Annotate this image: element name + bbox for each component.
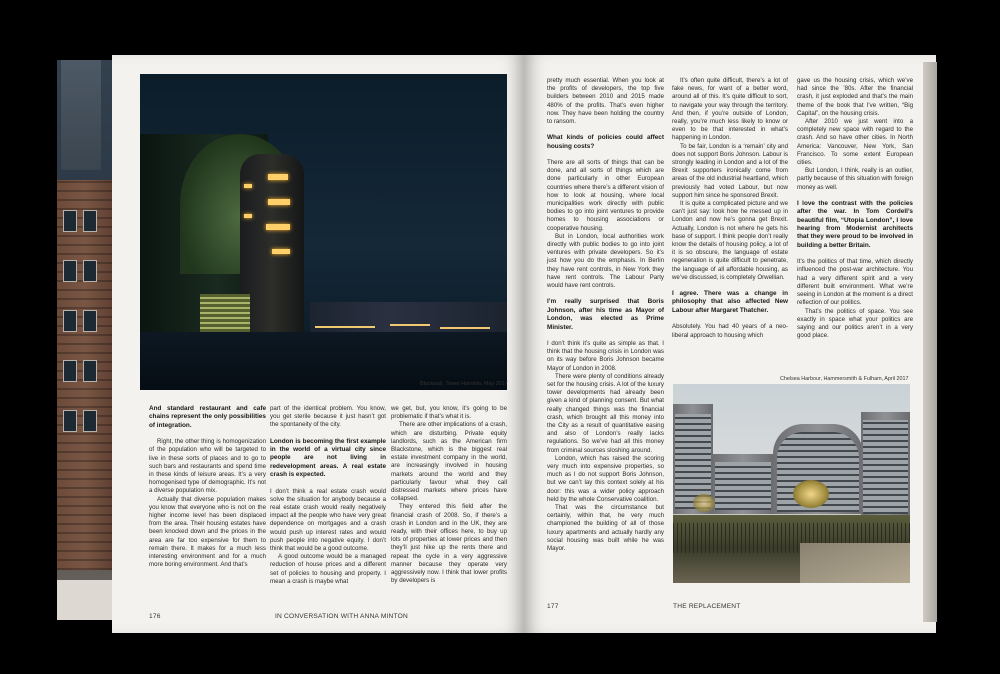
- body-paragraph: There are other implications of a crash, which are disturbing. Private equity landlords, such as the American firm Blackstone, which is the biggest real estate investment company in the world, are increasingly involved in housing markets around the world and they particularly favour what they call distressed markets where prices have collapsed.: [391, 421, 507, 503]
- right-column-1: [547, 77, 664, 553]
- building-balconies: [715, 462, 771, 510]
- window-shape: [83, 210, 97, 232]
- body-paragraph: That was the circumstance but certainly, within that, he very much championed the building of all of those luxury apartments and actually hardly any social housing was built while he was Mayor.: [547, 503, 664, 552]
- lit-tree: [793, 480, 829, 508]
- window-light: [272, 249, 290, 254]
- window-shape: [63, 210, 77, 232]
- window-light: [266, 224, 290, 230]
- page-number-right: 177: [547, 603, 559, 610]
- body-paragraph: It is quite a complicated picture and we can’t just say: look how he messed up in London and now he’s gonna get Brexit. Actually, London is not where he gets his base of support. I think people don’t really know the details of housing policy, a lot of it is so obscure, the language of estate regeneration is quite difficult to penetrate, the language of all affordable housing, as we’ve discussed, is completely Orwellian.: [672, 200, 788, 281]
- window-shape: [83, 260, 97, 282]
- body-paragraph: That’s the politics of space. You see exactly in space what your politics are saying and our politics aren’t in a very good place.: [797, 307, 913, 340]
- body-paragraph: I don’t think a real estate crash would solve the situation for anybody because a real estate crash would really negatively impact all the people who have very great dependence on mortgages and a crash would push up interest rates and would push people into negative equity. I don’t think that would be a good outcome.: [270, 487, 386, 553]
- left-column-3: [391, 405, 507, 585]
- running-title-right: THE REPLACEMENT: [673, 603, 741, 610]
- photo-caption-left: Blackwall, Tower Hamlets, May 2017: [420, 381, 508, 387]
- window-shape: [63, 360, 77, 382]
- body-paragraph: There are all sorts of things that can be done, and all sorts of things which are done particularly in other European countries where there’s a different vision of how to look at housing, where local municipalities work directly with public bodies to go into joint ventures to provide homes to housing associations or cooperative housing.: [547, 159, 664, 232]
- body-paragraph: To be fair, London is a ‘remain’ city and does not support Boris Johnson. Labour is strongly leading in London and a lot of the Brexit supporters ironically come from areas of the old industrial heartland, which previously had voted Labour, but now support him since he sponsored Brexit.: [672, 142, 788, 199]
- body-paragraph: gave us the housing crisis, which we’ve had since the ’80s. After the financial crash, it just exploded and that’s the main theme of the book that I’ve written, “Big Capital”, on the housing crisis.: [797, 77, 913, 117]
- body-paragraph: Absolutely. You had 40 years of a neo-liberal approach to housing which: [672, 323, 788, 339]
- window-shape: [83, 360, 97, 382]
- window-shape: [83, 310, 97, 332]
- window-shape: [63, 310, 77, 332]
- window-light: [268, 174, 288, 180]
- photo-blackwall-night: [140, 74, 507, 390]
- underlying-page-margin: [57, 580, 113, 620]
- left-column-2: [270, 405, 386, 586]
- skyline-lights: [390, 324, 430, 326]
- lit-tree: [693, 494, 715, 512]
- body-paragraph: There were plenty of conditions already set for the housing crisis. A lot of the luxury tower developments had already been given a kind of planning consent. But what really changed things was the financial crash, which brought all this money into the City as a result of quantitative easing and also of London’s really lacks regulations. So we’ve had all this money from criminal sources sloshing around.: [547, 372, 664, 454]
- skyline-lights: [315, 326, 375, 328]
- underlying-page: [57, 60, 113, 620]
- body-paragraph: part of the identical problem. You know, you get sterile because it just hasn’t got the spontaneity of the city.: [270, 405, 386, 429]
- interview-question: And standard restaurant and cafe chains represent the only possibilities of integration.: [149, 405, 266, 429]
- window-light: [268, 199, 290, 205]
- body-paragraph: I don’t think it’s quite as simple as that. I think that the housing crisis in London was on its way before Boris Johnson became Mayor of London in 2008.: [547, 339, 664, 372]
- running-title-left: IN CONVERSATION WITH ANNA MINTON: [275, 613, 408, 620]
- window-light: [244, 184, 252, 188]
- window-light: [244, 214, 252, 218]
- body-paragraph: But in London, local authorities work directly with public bodies to go into joint ventures with private developers. So it’s just how you do the emphasis. In Berlin they have rent controls, in New York they have rent controls. The Labour Party would have rent controls.: [547, 232, 664, 290]
- body-paragraph: It’s the politics of that time, which directly influenced the post-war architecture. You had a very different spirit and a very different built environment. What we’re seeing in London at the moment is a direct reflection of our politics.: [797, 258, 913, 307]
- body-paragraph: London, which has raised the scoring very much into expensive properties, so much as I do not support Boris Johnson, but we can’t lay this context solely at his door: this was a wider policy approach held by the whole Conservative coalition.: [547, 454, 664, 503]
- photo-caption-right: Chelsea Harbour, Hammersmith & Fulham, April 2017: [780, 376, 909, 382]
- window-shape: [63, 260, 77, 282]
- body-paragraph: Right, the other thing is homogenization of the population who will be targeted to live in these sorts of places and to go to such bars and restaurants and spend time in these kinds of leisure areas. It’s a very homogenised type of demographic. It’s not a diverse population mix.: [149, 438, 266, 495]
- body-paragraph: pretty much essential. When you look at the profits of developers, the top five builders between 2010 and 2015 made 480% of the profits. That’s even higher now. They have been holding the country to ransom.: [547, 77, 664, 126]
- body-paragraph: A good outcome would be a managed reduction of house prices and a different set of policies to housing and property. I mean a crash is maybe what: [270, 553, 386, 585]
- page-number-left: 176: [149, 613, 161, 620]
- right-column-3: [797, 77, 913, 340]
- interview-question: London is becoming the first example in the world of a virtual city since people are not living in redevelopment areas. A real estate crash is expected.: [270, 437, 386, 479]
- body-paragraph: After 2010 we just went into a completely new space with regard to the crash. And so have other cities. In North America: Vancouver, New York, San Francisco. To some extent European cities.: [797, 118, 913, 167]
- window-shape: [83, 410, 97, 432]
- interview-question: I love the contrast with the policies after the war. In Tom Cordell’s beautiful film, “Utopia London”, I love hearing from Modernist architects that they were proud to be involved in building a better Britain.: [797, 199, 913, 249]
- body-paragraph: They entered this field after the financial crash of 2008. So, if there’s a crash in London and in the UK, they are ready, with their offices here, to buy up lots of properties at lower prices and then they’ll just hike up the rents there and repeat the cycle in a very aggressive manner because they operate very aggressively now. I think that lower profits by developers is: [391, 503, 507, 585]
- body-paragraph: But London, I think, really is an outlier, partly because of this situation with foreign money as well.: [797, 167, 913, 191]
- body-paragraph: It’s often quite difficult, there’s a lot of fake news, for want of a better word, around all of this. It’s quite difficult to sort, to navigate your way through the territory. And then, if you’re outside of London, really, you’re much less likely to know or even to be that interested in what’s happening in London.: [672, 77, 788, 142]
- paved-path: [800, 543, 910, 583]
- interview-question: What kinds of policies could affect housing costs?: [547, 134, 664, 150]
- page-edges: [923, 62, 937, 622]
- interview-question: I agree. There was a change in philosophy that also affected New Labour after Margaret Thatcher.: [672, 290, 788, 314]
- body-paragraph: Actually that diverse population makes you know that everyone who is not on the higher income level has been displaced from the area. Their housing estates have been knocked down and the prices in the area are far too expensive for them to remain there. It makes for a much less interesting environment and for a much more boring environment. And that’s: [149, 495, 266, 569]
- photo-chelsea-harbour: [673, 384, 910, 583]
- body-paragraph: we get, but, you know, it’s going to be problematic if that’s what it is.: [391, 405, 507, 421]
- interview-question: I’m really surprised that Boris Johnson, after his time as Mayor of London, was elected as Prime Minister.: [547, 298, 664, 331]
- underlying-tower-photo: [61, 60, 101, 170]
- skyline-lights: [440, 327, 490, 329]
- building-balconies: [863, 420, 908, 514]
- right-column-2: [672, 77, 788, 340]
- window-shape: [63, 410, 77, 432]
- left-column-1: [149, 405, 266, 569]
